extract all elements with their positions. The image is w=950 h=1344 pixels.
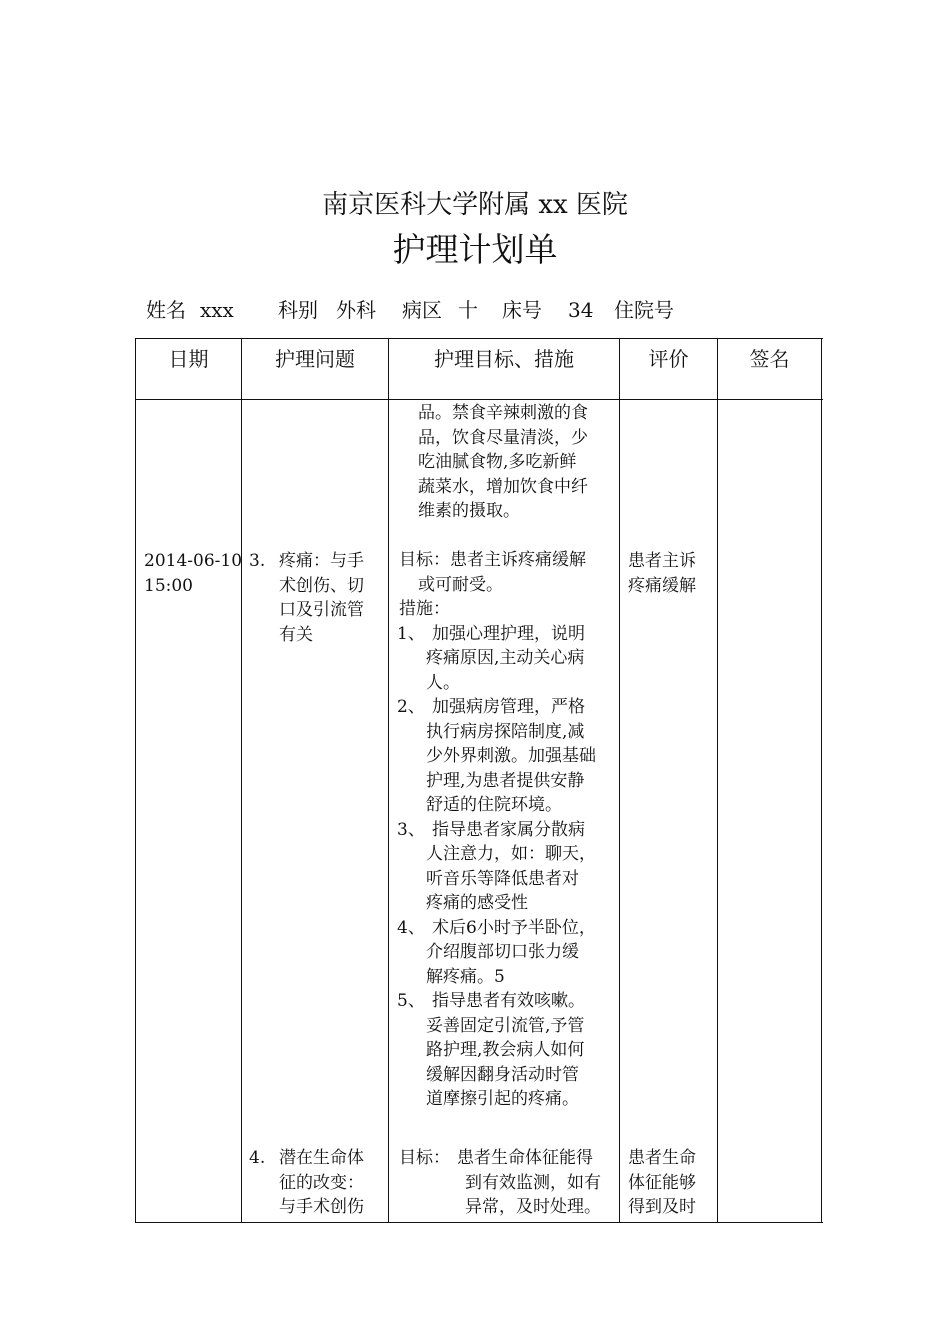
measure-line: 缓解因翻身活动时管 [426,1064,579,1085]
evaluation-line: 体征能够 [628,1172,696,1193]
measure-line: 护理,为患者提供安静 [426,770,585,791]
measure-number: 2、 [397,697,425,717]
page-title: 护理计划单 [392,230,558,269]
bed-value: 34 [568,298,594,322]
measure-line: 妥善固定引流管,予管 [426,1015,585,1036]
problem-line: 有关 [279,624,313,645]
evaluation-line: 得到及时 [628,1197,696,1217]
measure-item [399,916,596,990]
problem-line: 疼痛：与手 [279,551,364,571]
evaluation-line: 患者生命 [628,1148,696,1168]
column-divider [717,338,718,1223]
measure-line: 执行病房探陪制度,减 [426,721,585,742]
table-border-bottom [135,1222,823,1223]
ward-label: 病区 [402,298,442,322]
table-header-divider [135,399,823,400]
measure-line: 指导患者有效咳嗽。 [432,991,585,1011]
problem-line: 口及引流管 [279,600,364,620]
name-label: 姓名 [146,298,186,322]
hospital-name: 南京医科大学附属 xx 医院 [322,190,628,220]
goal-line: 目标：患者主诉疼痛缓解 [399,550,586,570]
measure-line: 介绍腹部切口张力缓 [426,942,579,962]
header-date: 日期 [168,347,209,371]
continued-line: 蔬菜水，增加饮食中纤 [418,476,588,497]
evaluation-line: 患者主诉 [628,551,696,571]
goal-4-label: 目标： [399,1148,450,1168]
measure-item [399,622,596,696]
problem-line: 潜在生命体 [279,1148,364,1168]
measure-line: 指导患者家属分散病 [432,819,585,840]
measure-item [399,818,596,916]
date-text: 2014-06-10 [144,551,243,571]
measure-number: 3、 [397,819,425,840]
problem-number: 3. [249,551,266,571]
measure-line: 加强心理护理，说明 [432,623,585,644]
evaluation-4 [628,1146,696,1220]
row-date [144,549,242,598]
measure-line: 人。 [426,672,460,693]
ward-value: 十 [458,298,478,322]
problem-3-text [279,549,364,647]
column-divider [241,338,242,1223]
measure-line: 术后6小时予半卧位， [432,917,596,938]
problem-line: 与手术创伤 [279,1197,364,1217]
measure-number: 5、 [397,991,425,1011]
goals-measures-text [399,401,596,1112]
column-divider [388,338,389,1223]
goal-4-text [457,1146,601,1220]
table-border-right [821,338,822,1223]
measure-item [399,989,596,1112]
time-text: 15:00 [144,575,193,596]
measure-line: 解疼痛。5 [426,966,505,987]
measure-line: 人注意力，如：聊天， [426,844,596,864]
measures-label: 措施： [399,599,450,619]
measure-line: 疼痛原因,主动关心病 [426,648,585,668]
header-evaluation: 评价 [648,347,689,371]
table-border-top [135,338,823,339]
continued-line: 吃油腻食物,多吃新鲜 [418,452,577,472]
dept-label: 科别 [278,298,318,322]
goal-line: 或可耐受。 [418,574,503,595]
measure-line: 舒适的住院环境。 [426,795,562,815]
bed-label: 床号 [502,298,542,322]
evaluation-line: 疼痛缓解 [628,575,696,596]
measure-line: 加强病房管理，严格 [432,697,585,717]
problem-number: 4. [249,1148,266,1168]
problem-4-text [279,1146,364,1220]
name-value: xxx [200,298,234,322]
goal-line: 患者生命体征能得 [457,1148,593,1168]
goal-line: 异常，及时处理。 [465,1197,601,1217]
continued-line: 品。禁食辛辣刺激的食 [418,403,588,423]
measure-line: 少外界刺激。加强基础 [426,746,596,766]
column-divider [619,338,620,1223]
header-problem: 护理问题 [275,347,355,371]
header-goals: 护理目标、措施 [434,347,574,371]
evaluation-3 [628,549,696,598]
problem-line: 术创伤、切 [279,575,364,596]
admission-label: 住院号 [614,298,674,322]
measure-line: 听音乐等降低患者对 [426,868,579,889]
header-signature: 签名 [749,347,790,371]
problem-line: 征的改变： [279,1172,364,1193]
continued-line: 维素的摄取。 [418,501,520,521]
measure-line: 疼痛的感受性 [426,893,528,913]
measure-line: 路护理,教会病人如何 [426,1040,585,1060]
goal-line: 到有效监测，如有 [465,1172,601,1193]
dept-value: 外科 [336,298,376,322]
measure-number: 4、 [397,917,425,938]
table-border-left [135,338,136,1223]
measure-number: 1、 [397,623,425,644]
measure-item [399,695,596,818]
measure-line: 道摩擦引起的疼痛。 [426,1089,579,1109]
continued-line: 品，饮食尽量清淡，少 [418,427,588,448]
